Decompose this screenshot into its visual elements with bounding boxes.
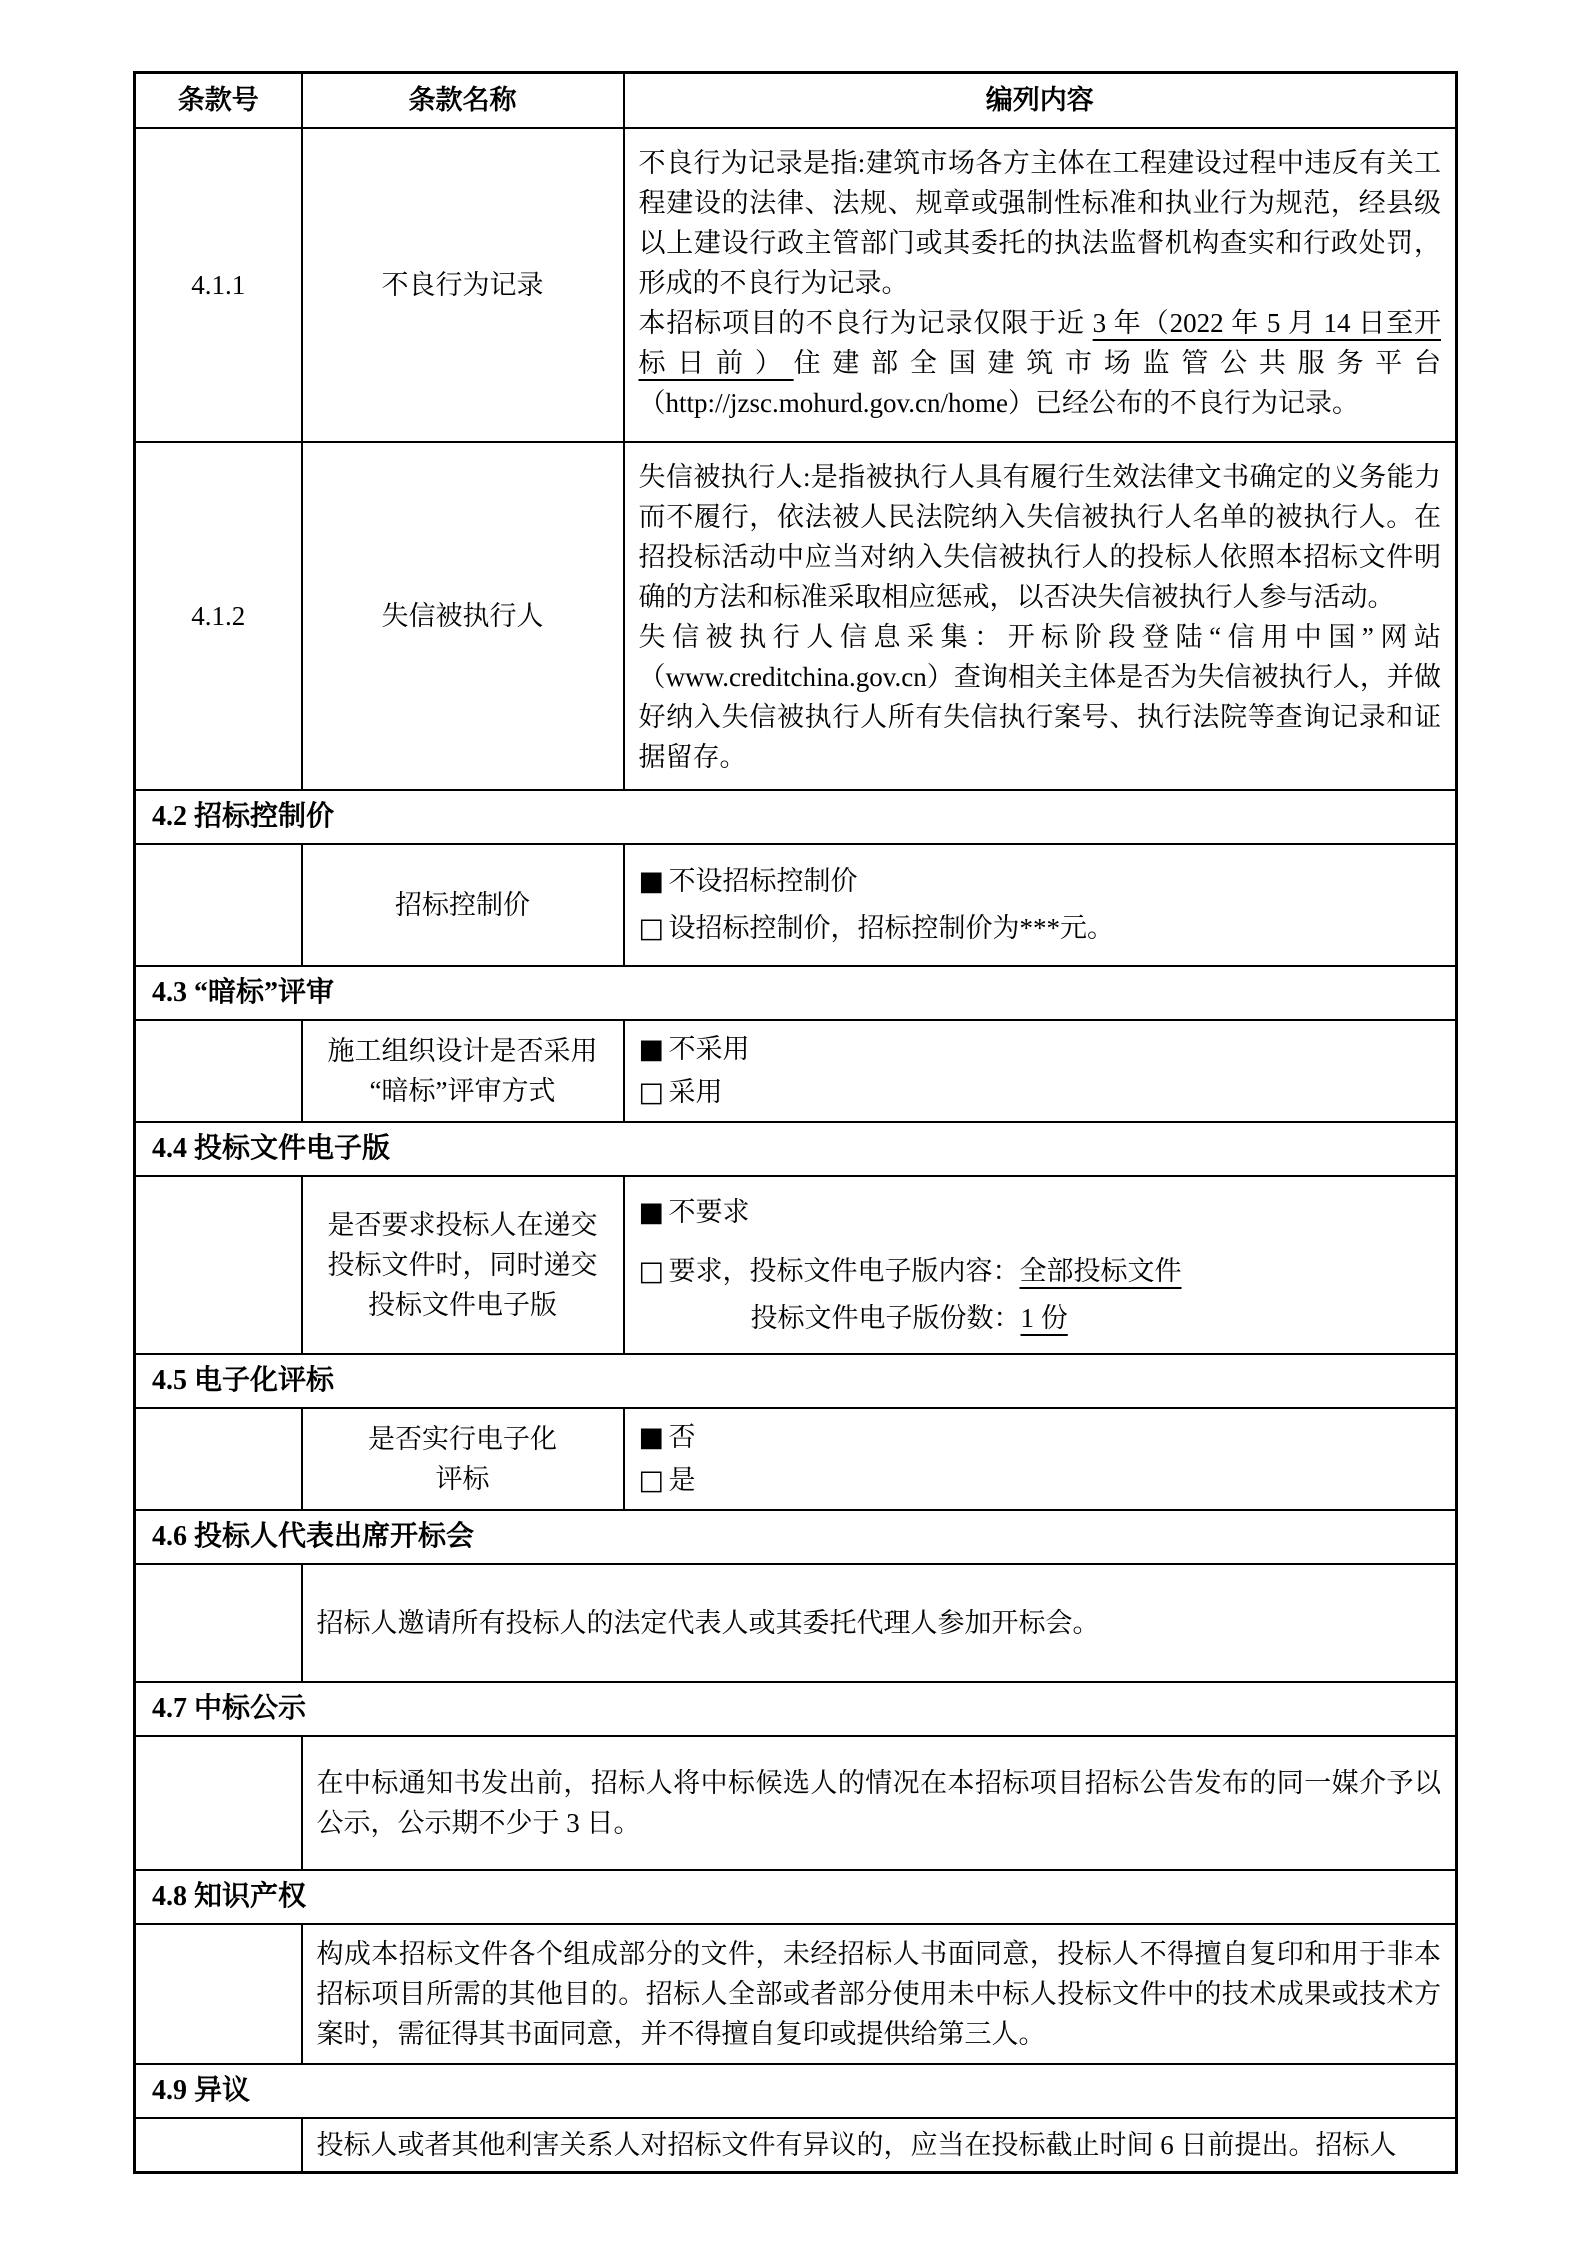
text-run: 不良行为记录是指:建筑市场各方主体在工程建设过程中违反有关工程建设的法律、法规、规章或强制性标准和执业行为规范，经县级以上建设行政主管部门或其委托的执法监督机构查实和行政处罚，形成的不良行为记录。 [638, 147, 1441, 298]
header-clause-name: 条款名称 [302, 73, 624, 128]
clause-no-cell: 4.1.1 [135, 128, 302, 442]
content-cell [624, 844, 1457, 966]
clause-no-cell-empty [135, 1408, 302, 1510]
clause-name-line: 评标 [435, 1463, 490, 1494]
clause-no-cell: 4.1.2 [135, 442, 302, 790]
clause-no-cell-empty [135, 844, 302, 966]
clause-name-cell [302, 1020, 624, 1122]
section-title: 4.4 投标文件电子版 [135, 1122, 1457, 1176]
section-row-4-2 [135, 790, 1457, 844]
clause-name-cell: 失信被执行人 [302, 442, 624, 790]
table-row-4-1-2 [135, 442, 1457, 790]
content-cell [624, 1020, 1457, 1122]
option-line [639, 1251, 1442, 1292]
clause-name-line: “暗标”评审方式 [369, 1075, 556, 1106]
table-row-4-5 [135, 1408, 1457, 1510]
paragraph [639, 457, 1442, 617]
option-label: 是 [668, 1464, 696, 1495]
text-run: 住建部全国建筑市场监管公共服务平台（http://jzsc.mohurd.gov.cn/home）已经公布的不良行为记录。 [638, 347, 1442, 418]
option-line [639, 1460, 1442, 1501]
content-cell [302, 1924, 1457, 2064]
table-row-4-8 [135, 1924, 1457, 2064]
content-cell [624, 1408, 1457, 1510]
option-label: 要求，投标文件电子版内容： [668, 1255, 1020, 1286]
checkbox-empty-icon: □ [638, 1076, 665, 1108]
clause-name-cell [302, 1408, 624, 1510]
clause-name-cell: 招标控制价 [302, 844, 624, 966]
checkbox-filled-icon: ■ [638, 1196, 665, 1228]
clause-name-line: 施工组织设计是否采用 [327, 1035, 598, 1066]
option-label: 不采用 [668, 1033, 750, 1064]
section-row-4-3 [135, 966, 1457, 1020]
section-row-4-6 [135, 1510, 1457, 1564]
option-label: 采用 [668, 1076, 723, 1107]
option-line [639, 908, 1442, 949]
clause-name-cell: 不良行为记录 [302, 128, 624, 442]
option-label: 设招标控制价，招标控制价为***元。 [668, 912, 1114, 943]
content-cell [624, 1176, 1457, 1354]
section-row-4-5 [135, 1354, 1457, 1408]
section-title: 4.3 “暗标”评审 [135, 966, 1457, 1020]
header-clause-no: 条款号 [135, 73, 302, 128]
paragraph: 招标人邀请所有投标人的法定代表人或其委托代理人参加开标会。 [316, 1607, 1100, 1638]
clause-no-cell-empty [135, 2118, 302, 2173]
option-line [639, 1192, 1442, 1233]
content-cell [302, 2118, 1457, 2173]
option-sub-line [639, 1298, 1442, 1338]
text-run: 本招标项目的不良行为记录仅限于近 [638, 307, 1093, 338]
checkbox-filled-icon: ■ [638, 865, 665, 897]
paragraph [639, 303, 1442, 423]
clause-no-cell-empty [135, 1924, 302, 2064]
header-content: 编列内容 [624, 73, 1457, 128]
table-row-4-1-1 [135, 128, 1457, 442]
table-row-4-7 [135, 1736, 1457, 1870]
text-run: 失信被执行人:是指被执行人具有履行生效法律文书确定的义务能力而不履行，依法被人民法院纳入失信被执行人名单的被执行人。在招投标活动中应当对纳入失信被执行人的投标人依照本招标文件明确的方法和标准采取相应惩戒，以否决失信被执行人参与活动。 [638, 461, 1441, 612]
paragraph [639, 617, 1442, 777]
section-title: 4.8 知识产权 [135, 1870, 1457, 1924]
checkbox-empty-icon: □ [638, 1464, 665, 1496]
underlined-text: 3 年（2022 年 5 月 14 日至开标日前） [638, 307, 1442, 378]
option-label: 投标文件电子版份数： [750, 1302, 1021, 1333]
underlined-value: 全部投标文件 [1019, 1255, 1182, 1286]
clause-name-cell [302, 1176, 624, 1354]
section-title: 4.7 中标公示 [135, 1682, 1457, 1736]
section-row-4-4 [135, 1122, 1457, 1176]
section-title: 4.5 电子化评标 [135, 1354, 1457, 1408]
section-row-4-8 [135, 1870, 1457, 1924]
option-line [639, 1029, 1442, 1070]
clause-no-cell-empty [135, 1176, 302, 1354]
clause-name-line: 是否要求投标人在递交 [327, 1209, 598, 1240]
table-header-row [135, 73, 1457, 128]
content-cell [624, 442, 1457, 790]
content-cell [624, 128, 1457, 442]
checkbox-empty-icon: □ [638, 912, 665, 944]
paragraph: 在中标通知书发出前，招标人将中标候选人的情况在本招标项目招标公告发布的同一媒介予以公示，公示期不少于 3 日。 [316, 1767, 1441, 1838]
clause-no-cell-empty [135, 1020, 302, 1122]
option-label: 不要求 [668, 1196, 750, 1227]
table-row-4-2 [135, 844, 1457, 966]
clause-name-line: 投标文件时，同时递交 [327, 1249, 598, 1280]
section-title: 4.9 异议 [135, 2064, 1457, 2118]
table-row-4-6 [135, 1564, 1457, 1682]
text-run: 失信被执行人信息采集：开标阶段登陆“信用中国”网站（www.creditchina.gov.cn）查询相关主体是否为失信被执行人，并做好纳入失信被执行人所有失信执行案号、执行法院等查询记录和证据留存。 [638, 621, 1441, 772]
checkbox-filled-icon: ■ [638, 1033, 665, 1065]
section-title: 4.6 投标人代表出席开标会 [135, 1510, 1457, 1564]
option-label: 不设招标控制价 [668, 865, 858, 896]
option-line [639, 861, 1442, 902]
clauses-table [133, 71, 1458, 2174]
checkbox-filled-icon: ■ [638, 1421, 665, 1453]
clause-name-line: 投标文件电子版 [368, 1289, 557, 1320]
underlined-value: 1 份 [1020, 1302, 1068, 1333]
table-row-4-3 [135, 1020, 1457, 1122]
paragraph: 投标人或者其他利害关系人对招标文件有异议的，应当在投标截止时间 6 日前提出。招标人 [316, 2129, 1397, 2160]
paragraph [639, 143, 1442, 303]
checkbox-empty-icon: □ [638, 1255, 665, 1287]
option-line [639, 1417, 1442, 1458]
section-title: 4.2 招标控制价 [135, 790, 1457, 844]
table-row-4-9 [135, 2118, 1457, 2173]
section-row-4-9 [135, 2064, 1457, 2118]
paragraph: 构成本招标文件各个组成部分的文件，未经招标人书面同意，投标人不得擅自复印和用于非本招标项目所需的其他目的。招标人全部或者部分使用未中标人投标文件中的技术成果或技术方案时，需征得其书面同意，并不得擅自复印或提供给第三人。 [316, 1938, 1441, 2049]
table-row-4-4 [135, 1176, 1457, 1354]
clause-name-line: 是否实行电子化 [368, 1423, 557, 1454]
option-label: 否 [668, 1421, 696, 1452]
content-cell [302, 1736, 1457, 1870]
clause-no-cell-empty [135, 1564, 302, 1682]
section-row-4-7 [135, 1682, 1457, 1736]
option-line [639, 1072, 1442, 1113]
clause-no-cell-empty [135, 1736, 302, 1870]
content-cell [302, 1564, 1457, 1682]
